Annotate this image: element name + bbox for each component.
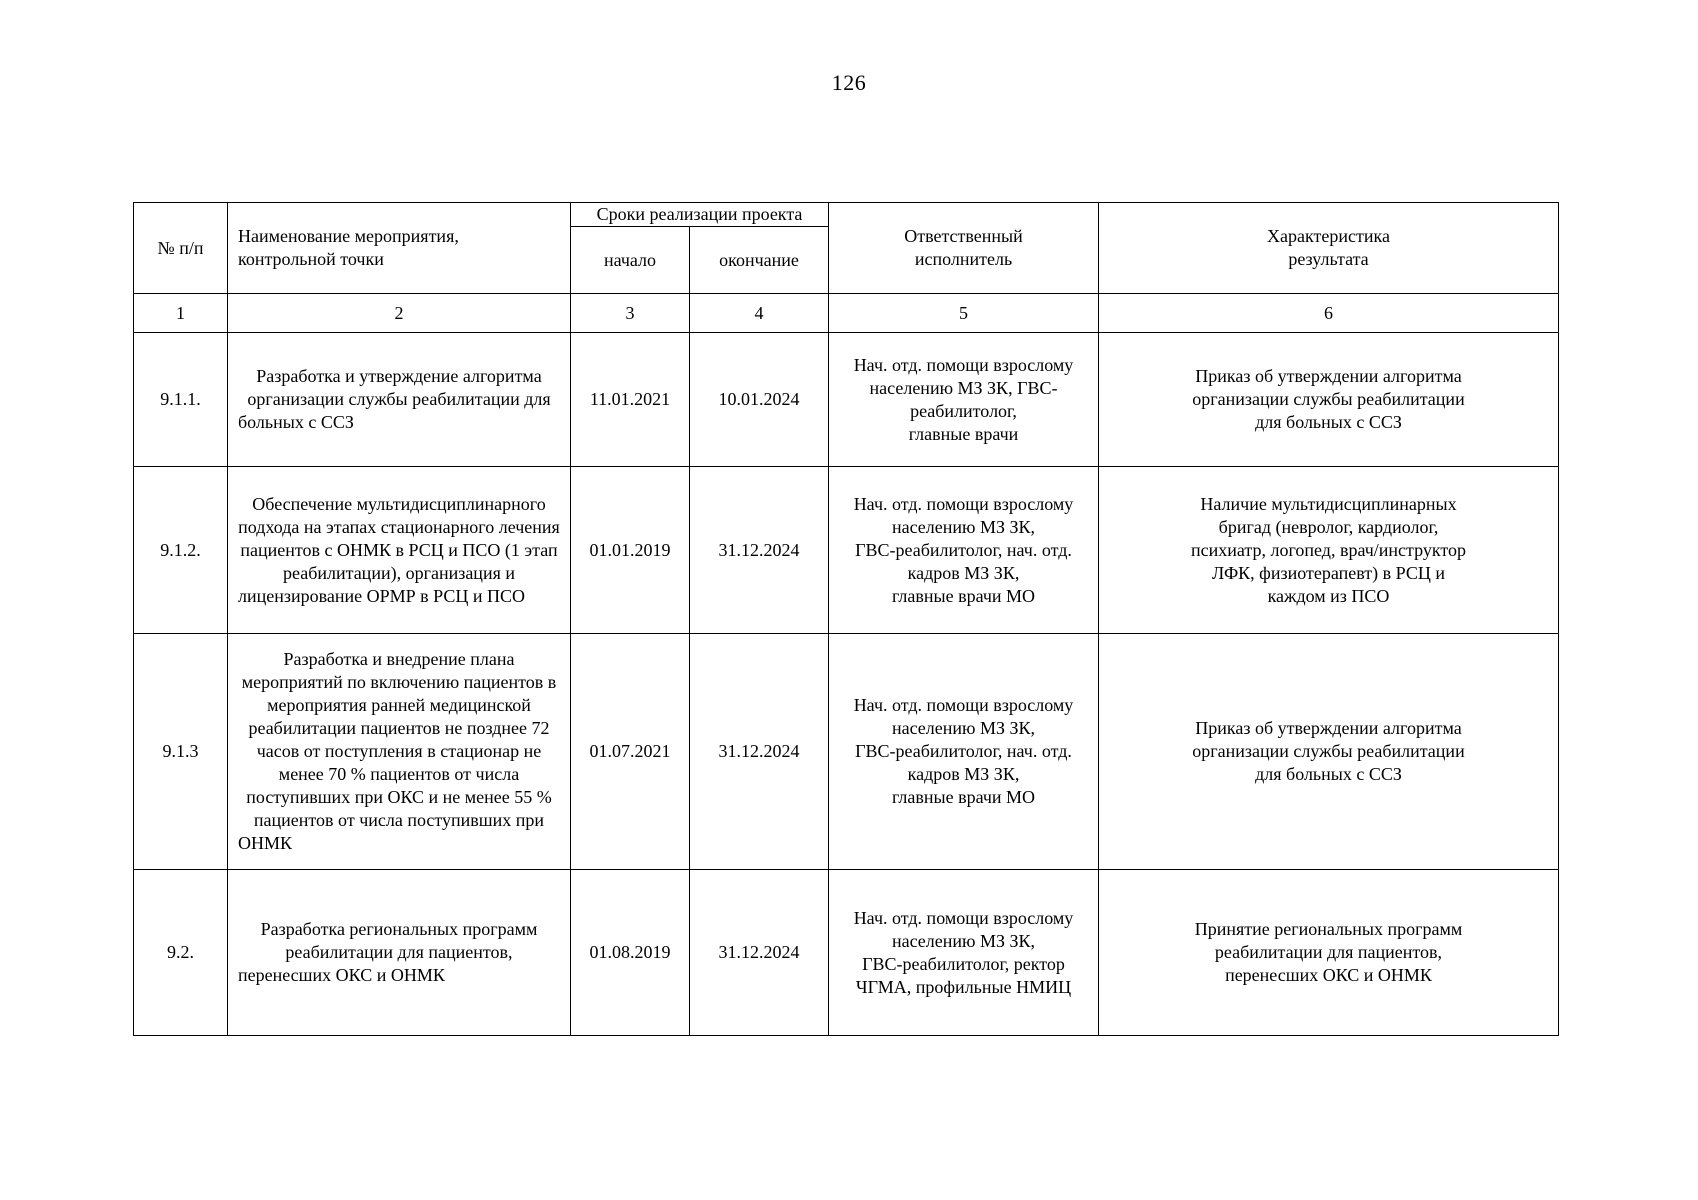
header-start: начало: [571, 227, 690, 294]
row-activity-name: Разработка региональных программ реабилитации для пациентов, перенесших ОКС и ОНМК: [228, 870, 571, 1036]
row-end-date: 31.12.2024: [690, 870, 829, 1036]
header-result: Характеристика результата: [1099, 203, 1559, 294]
row-end-date: 10.01.2024: [690, 333, 829, 467]
header-name: Наименование мероприятия, контрольной точки: [228, 203, 571, 294]
table-row: [134, 467, 1559, 634]
header-terms: Сроки реализации проекта: [571, 203, 829, 227]
page-number: 126: [831, 70, 867, 95]
row-result: Приказ об утверждении алгоритма организации службы реабилитации для больных с ССЗ: [1099, 634, 1559, 870]
header-responsible: Ответственный исполнитель: [829, 203, 1099, 294]
column-number: 3: [571, 294, 690, 333]
header-end: окончание: [690, 227, 829, 294]
row-start-date: 01.08.2019: [571, 870, 690, 1036]
row-activity-name: Разработка и утверждение алгоритма организации службы реабилитации для больных с ССЗ: [228, 333, 571, 467]
table-row: [134, 870, 1559, 1036]
column-number: 1: [134, 294, 228, 333]
row-result: Принятие региональных программ реабилитации для пациентов, перенесших ОКС и ОНМК: [1099, 870, 1559, 1036]
column-number-row: [134, 294, 1559, 333]
row-activity-name: Обеспечение мультидисциплинарного подхода на этапах стационарного лечения пациентов с ОНМК в РСЦ и ПСО (1 этап реабилитации), организация и лицензирование ОРМР в РСЦ и ПСО: [228, 467, 571, 634]
row-number: 9.1.2.: [134, 467, 228, 634]
table-row: [134, 634, 1559, 870]
row-end-date: 31.12.2024: [690, 634, 829, 870]
row-result: Приказ об утверждении алгоритма организации службы реабилитации для больных с ССЗ: [1099, 333, 1559, 467]
row-result: Наличие мультидисциплинарных бригад (невролог, кардиолог, психиатр, логопед, врач/инструктор ЛФК, физиотерапевт) в РСЦ и каждом из ПСО: [1099, 467, 1559, 634]
row-responsible: Нач. отд. помощи взрослому населению МЗ ЗК, ГВС- реабилитолог, главные врачи: [829, 333, 1099, 467]
row-end-date: 31.12.2024: [690, 467, 829, 634]
header-row: [134, 203, 1559, 227]
implementation-plan-table: [133, 202, 1559, 1036]
row-number: 9.2.: [134, 870, 228, 1036]
row-start-date: 01.01.2019: [571, 467, 690, 634]
row-number: 9.1.3: [134, 634, 228, 870]
row-start-date: 11.01.2021: [571, 333, 690, 467]
row-activity-name: Разработка и внедрение плана мероприятий по включению пациентов в мероприятия ранней медицинской реабилитации пациентов не позднее 72 часов от поступления в стационар не менее 70 % пациентов от числа поступивших при ОКС и не менее 55 % пациентов от числа поступивших при ОНМК: [228, 634, 571, 870]
column-number: 4: [690, 294, 829, 333]
row-start-date: 01.07.2021: [571, 634, 690, 870]
row-responsible: Нач. отд. помощи взрослому населению МЗ ЗК, ГВС-реабилитолог, нач. отд. кадров МЗ ЗК, главные врачи МО: [829, 467, 1099, 634]
column-number: 2: [228, 294, 571, 333]
column-number: 5: [829, 294, 1099, 333]
column-number: 6: [1099, 294, 1559, 333]
table-row: [134, 333, 1559, 467]
row-responsible: Нач. отд. помощи взрослому населению МЗ ЗК, ГВС-реабилитолог, нач. отд. кадров МЗ ЗК, главные врачи МО: [829, 634, 1099, 870]
header-num: № п/п: [134, 203, 228, 294]
row-responsible: Нач. отд. помощи взрослому населению МЗ ЗК, ГВС-реабилитолог, ректор ЧГМА, профильные НМИЦ: [829, 870, 1099, 1036]
row-number: 9.1.1.: [134, 333, 228, 467]
